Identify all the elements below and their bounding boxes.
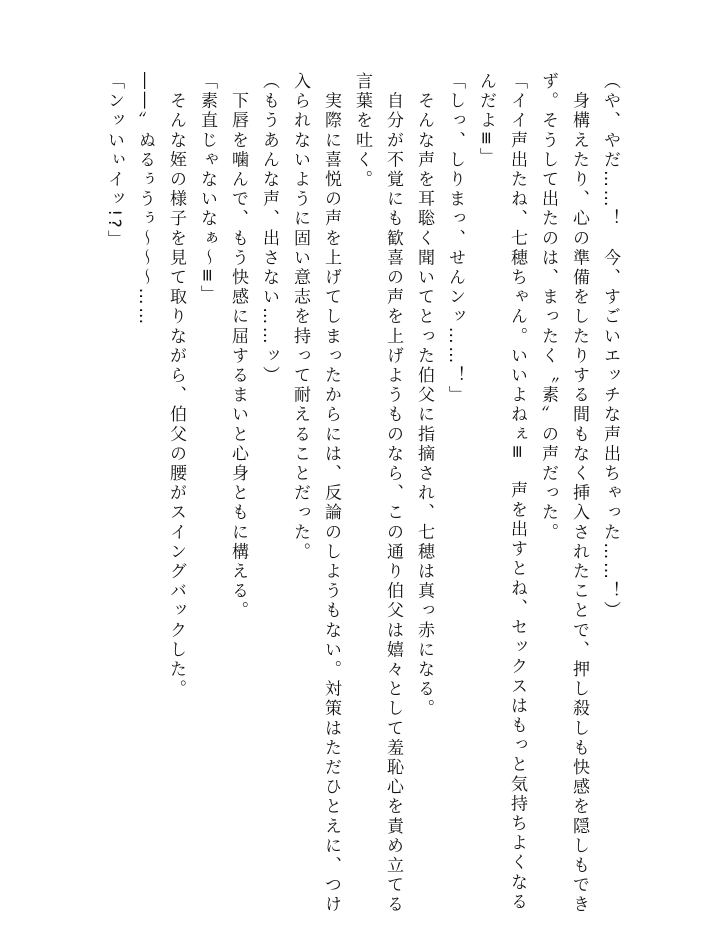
vertical-text-body [95, 72, 625, 915]
text-line-14: 「素直じゃないなぁ～≡」 [197, 72, 217, 305]
text-line-2: 身構えたり、心の準備をしたりする間もなく挿入されたことで、押し殺しも快感を隠しもでき [569, 72, 589, 915]
text-line-17: 「ンッいぃイッ!?」 [104, 72, 124, 250]
text-line-8: 自分が不覚にも歓喜の声を上げようものなら、この通り伯父は嬉々として羞恥心を責め立てる [383, 72, 403, 915]
text-line-11: 入られないように固い意志を持って耐えることだった。 [290, 72, 310, 562]
text-line-15: そんな姪の様子を見て取りながら、伯父の腰がスイングバックした。 [166, 72, 186, 700]
text-line-4: 「イイ声出たね、七穂ちゃん。いいよねぇ≡ 声を出すとね、セックスはもっと気持ちよくなる [507, 72, 527, 913]
text-line-10: 実際に喜悦の声を上げてしまったからには、反論のしようもない。対策はただひとえに、つけ [321, 72, 341, 915]
text-line-6: 「しっ、しりまっ、せんンッ……！」 [445, 72, 465, 406]
text-line-13: 下唇を噛んで、もう快感に屈するまいと心身ともに構える。 [228, 72, 248, 621]
text-line-3: ず。そうして出たのは、まったく〝素〟の声だった。 [538, 72, 558, 543]
text-line-16: ――〟ぬるぅうぅ～～～…… [135, 72, 155, 327]
text-line-9: 言葉を吐く。 [352, 72, 372, 190]
text-line-5: んだよ≡」 [476, 72, 496, 168]
text-line-1: （や、やだ……！ 今、すごいエッチな声出ちゃった……！） [600, 72, 620, 621]
text-line-12: （もうあんな声、出さない……ッ） [259, 72, 279, 386]
text-line-7: そんな声を耳聡く聞いてとった伯父に指摘され、七穂は真っ赤になる。 [414, 72, 434, 719]
